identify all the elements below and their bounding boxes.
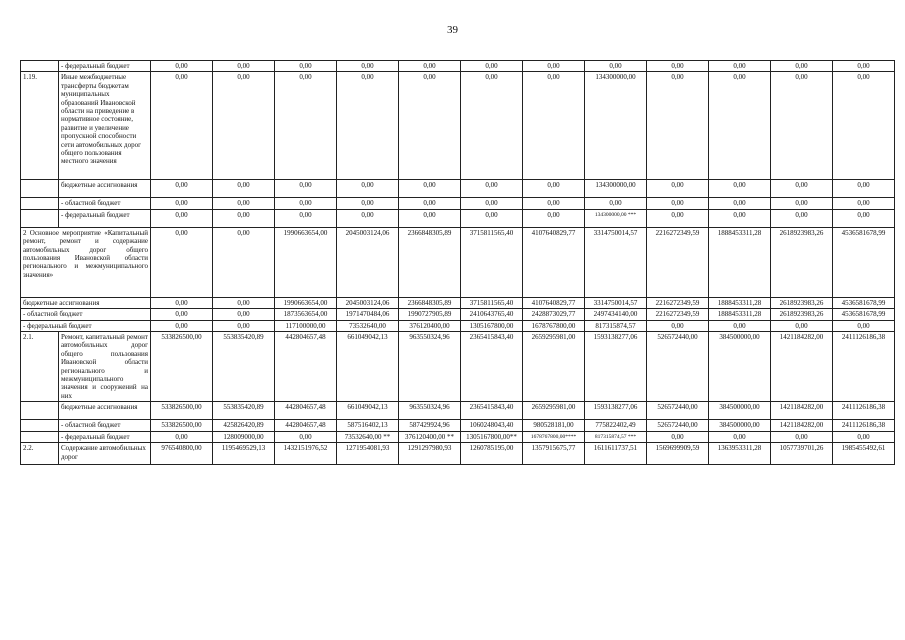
row-label: - областной бюджет xyxy=(21,309,151,320)
value-cell: 2045003124,06 xyxy=(337,227,399,297)
value-cell: 1888453311,28 xyxy=(709,309,771,320)
value-cell: 2618923983,26 xyxy=(771,227,833,297)
value-cell: 4107640829,77 xyxy=(523,227,585,297)
value-cell: 0,00 xyxy=(709,209,771,227)
value-cell: 128009000,00 xyxy=(213,431,275,442)
budget-table-body xyxy=(21,61,895,465)
row-label: - федеральный бюджет xyxy=(59,209,151,227)
value-cell: 0,00 xyxy=(275,209,337,227)
value-cell: 0,00 xyxy=(647,61,709,72)
value-cell: 0,00 xyxy=(213,227,275,297)
value-cell: 3715811565,40 xyxy=(461,297,523,308)
value-cell: 526572440,00 xyxy=(647,420,709,431)
value-cell: 1432151976,52 xyxy=(275,443,337,465)
value-cell: 0,00 xyxy=(771,61,833,72)
value-cell: 0,00 xyxy=(833,72,895,180)
value-cell: 817315874,57 *** xyxy=(585,431,647,442)
value-cell: 963550324,96 xyxy=(399,332,461,402)
table-row xyxy=(21,61,895,72)
value-cell: 1305167800,00** xyxy=(461,431,523,442)
value-cell: 1569699909,59 xyxy=(647,443,709,465)
value-cell: 117100000,00 xyxy=(275,320,337,331)
value-cell: 0,00 xyxy=(461,198,523,209)
row-label: Содержание автомобильных дорог xyxy=(59,443,151,465)
value-cell: 376120400,00 ** xyxy=(399,431,461,442)
value-cell: 1990727905,89 xyxy=(399,309,461,320)
value-cell: 0,00 xyxy=(771,198,833,209)
value-cell: 0,00 xyxy=(523,61,585,72)
row-label: - федеральный бюджет xyxy=(21,320,151,331)
value-cell: 0,00 xyxy=(213,209,275,227)
row-label: - областной бюджет xyxy=(59,420,151,431)
value-cell: 1421184282,00 xyxy=(771,420,833,431)
row-label: Ремонт, капитальный ремонт автомобильных дорог общего пользования Ивановской области регионального и межмуниципального значения и сооружений на них xyxy=(59,332,151,402)
value-cell: 0,00 xyxy=(151,209,213,227)
value-cell: 553835420,89 xyxy=(213,402,275,420)
value-cell: 0,00 xyxy=(399,198,461,209)
value-cell: 0,00 xyxy=(399,209,461,227)
value-cell: 73532640,00 xyxy=(337,320,399,331)
value-cell: 0,00 xyxy=(213,61,275,72)
value-cell: 384500000,00 xyxy=(709,420,771,431)
value-cell: 0,00 xyxy=(833,209,895,227)
value-cell: 0,00 xyxy=(213,309,275,320)
value-cell: 1678767800,00 xyxy=(523,320,585,331)
table-row xyxy=(21,180,895,198)
row-label: бюджетные ассигнования xyxy=(21,297,151,308)
value-cell: 0,00 xyxy=(337,180,399,198)
value-cell: 73532640,00 ** xyxy=(337,431,399,442)
table-row xyxy=(21,332,895,402)
value-cell: 0,00 xyxy=(461,180,523,198)
value-cell: 587516402,13 xyxy=(337,420,399,431)
value-cell: 0,00 xyxy=(647,198,709,209)
row-label: - областной бюджет xyxy=(59,198,151,209)
row-label: Иные межбюджетные трансферты бюджетам муниципальных образований Ивановской области на приведение в нормативное состояние, развитие и увеличение пропускной способности сети автомобильных дорог общего пользования местного значения xyxy=(59,72,151,180)
table-row xyxy=(21,431,895,442)
value-cell: 0,00 xyxy=(275,198,337,209)
value-cell: 0,00 xyxy=(151,297,213,308)
value-cell: 533826500,00 xyxy=(151,420,213,431)
value-cell: 0,00 xyxy=(151,309,213,320)
value-cell: 134300000,00 xyxy=(585,72,647,180)
value-cell: 0,00 xyxy=(213,72,275,180)
value-cell: 0,00 xyxy=(709,180,771,198)
value-cell: 1291297980,93 xyxy=(399,443,461,465)
value-cell: 0,00 xyxy=(337,72,399,180)
value-cell: 0,00 xyxy=(461,209,523,227)
value-cell: 2497434140,00 xyxy=(585,309,647,320)
value-cell: 0,00 xyxy=(337,198,399,209)
value-cell: 4536581678,99 xyxy=(833,309,895,320)
value-cell: 442804657,48 xyxy=(275,420,337,431)
row-code xyxy=(21,61,59,72)
value-cell: 2045003124,06 xyxy=(337,297,399,308)
value-cell: 0,00 xyxy=(523,209,585,227)
value-cell: 0,00 xyxy=(337,209,399,227)
value-cell: 0,00 xyxy=(461,72,523,180)
value-cell: 2216272349,59 xyxy=(647,309,709,320)
value-cell: 425826420,89 xyxy=(213,420,275,431)
value-cell: 384500000,00 xyxy=(709,332,771,402)
value-cell: 1611611737,51 xyxy=(585,443,647,465)
value-cell: 0,00 xyxy=(275,61,337,72)
value-cell: 0,00 xyxy=(151,61,213,72)
value-cell: 0,00 xyxy=(709,61,771,72)
value-cell: 1971470484,06 xyxy=(337,309,399,320)
value-cell: 0,00 xyxy=(151,198,213,209)
value-cell: 661049042,13 xyxy=(337,402,399,420)
value-cell: 0,00 xyxy=(709,431,771,442)
value-cell: 0,00 xyxy=(585,61,647,72)
value-cell: 0,00 xyxy=(213,320,275,331)
row-label: 2 Основное мероприятие «Капитальный ремонт, ремонт и содержание автомобильных дорог общего пользования Ивановской области регионального и межмуниципального значения» xyxy=(21,227,151,297)
row-code: 2.2. xyxy=(21,443,59,465)
value-cell: 0,00 xyxy=(833,198,895,209)
value-cell: 1888453311,28 xyxy=(709,227,771,297)
value-cell: 0,00 xyxy=(771,209,833,227)
page-number: 39 xyxy=(447,24,458,36)
value-cell: 3314750014,57 xyxy=(585,297,647,308)
row-label: бюджетные ассигнования xyxy=(59,402,151,420)
table-row xyxy=(21,72,895,180)
value-cell: 0,00 xyxy=(151,227,213,297)
table-row xyxy=(21,443,895,465)
value-cell: 0,00 xyxy=(771,431,833,442)
value-cell: 0,00 xyxy=(647,209,709,227)
row-code: 2.1. xyxy=(21,332,59,402)
value-cell: 1985455492,61 xyxy=(833,443,895,465)
value-cell: 0,00 xyxy=(833,431,895,442)
value-cell: 0,00 xyxy=(709,198,771,209)
value-cell: 1421184282,00 xyxy=(771,402,833,420)
value-cell: 0,00 xyxy=(213,297,275,308)
value-cell: 0,00 xyxy=(523,180,585,198)
table-row xyxy=(21,309,895,320)
value-cell: 384500000,00 xyxy=(709,402,771,420)
value-cell: 0,00 xyxy=(275,72,337,180)
value-cell: 0,00 xyxy=(151,431,213,442)
value-cell: 376120400,00 xyxy=(399,320,461,331)
table-row xyxy=(21,402,895,420)
value-cell: 0,00 xyxy=(647,320,709,331)
value-cell: 0,00 xyxy=(523,198,585,209)
value-cell: 3715811565,40 xyxy=(461,227,523,297)
value-cell: 0,00 xyxy=(647,431,709,442)
value-cell: 3314750014,57 xyxy=(585,227,647,297)
value-cell: 1271954081,93 xyxy=(337,443,399,465)
value-cell: 1593138277,06 xyxy=(585,332,647,402)
value-cell: 963550324,96 xyxy=(399,402,461,420)
value-cell: 0,00 xyxy=(337,61,399,72)
value-cell: 2366848305,89 xyxy=(399,227,461,297)
value-cell: 2618923983,26 xyxy=(771,309,833,320)
row-code: 1.19. xyxy=(21,72,59,180)
value-cell: 775822402,49 xyxy=(585,420,647,431)
row-label: - федеральный бюджет xyxy=(59,431,151,442)
row-code xyxy=(21,198,59,209)
value-cell: 526572440,00 xyxy=(647,332,709,402)
row-label: бюджетные ассигнования xyxy=(59,180,151,198)
value-cell: 1195469529,13 xyxy=(213,443,275,465)
value-cell: 4107640829,77 xyxy=(523,297,585,308)
value-cell: 134300000,00 *** xyxy=(585,209,647,227)
value-cell: 2216272349,59 xyxy=(647,227,709,297)
value-cell: 0,00 xyxy=(399,61,461,72)
value-cell: 0,00 xyxy=(771,72,833,180)
value-cell: 442804657,48 xyxy=(275,332,337,402)
value-cell: 1060248043,40 xyxy=(461,420,523,431)
value-cell: 0,00 xyxy=(771,180,833,198)
value-cell: 1357915675,77 xyxy=(523,443,585,465)
value-cell: 0,00 xyxy=(275,180,337,198)
value-cell: 2365415843,40 xyxy=(461,332,523,402)
value-cell: 1888453311,28 xyxy=(709,297,771,308)
value-cell: 2216272349,59 xyxy=(647,297,709,308)
value-cell: 0,00 xyxy=(399,72,461,180)
value-cell: 2659295981,00 xyxy=(523,332,585,402)
row-code xyxy=(21,209,59,227)
value-cell: 2659295981,00 xyxy=(523,402,585,420)
value-cell: 0,00 xyxy=(647,180,709,198)
value-cell: 2365415843,40 xyxy=(461,402,523,420)
value-cell: 1990663654,00 xyxy=(275,297,337,308)
value-cell: 1363953311,28 xyxy=(709,443,771,465)
value-cell: 4536581678,99 xyxy=(833,297,895,308)
value-cell: 0,00 xyxy=(833,320,895,331)
value-cell: 2411126186,38 xyxy=(833,402,895,420)
value-cell: 0,00 xyxy=(709,320,771,331)
value-cell: 0,00 xyxy=(151,72,213,180)
table-row xyxy=(21,420,895,431)
value-cell: 2411126186,38 xyxy=(833,420,895,431)
value-cell: 980528181,00 xyxy=(523,420,585,431)
value-cell: 1990663654,00 xyxy=(275,227,337,297)
value-cell: 0,00 xyxy=(709,72,771,180)
value-cell: 2410643765,40 xyxy=(461,309,523,320)
value-cell: 587429924,96 xyxy=(399,420,461,431)
value-cell: 0,00 xyxy=(833,180,895,198)
value-cell: 4536581678,99 xyxy=(833,227,895,297)
row-code xyxy=(21,402,59,420)
value-cell: 0,00 xyxy=(151,180,213,198)
table-row xyxy=(21,320,895,331)
value-cell: 1305167800,00 xyxy=(461,320,523,331)
value-cell: 1593138277,06 xyxy=(585,402,647,420)
value-cell: 0,00 xyxy=(585,198,647,209)
value-cell: 976540800,00 xyxy=(151,443,213,465)
value-cell: 0,00 xyxy=(833,61,895,72)
table-row xyxy=(21,227,895,297)
value-cell: 2428873029,77 xyxy=(523,309,585,320)
value-cell: 0,00 xyxy=(647,72,709,180)
value-cell: 134300000,00 xyxy=(585,180,647,198)
value-cell: 2366848305,89 xyxy=(399,297,461,308)
value-cell: 1421184282,00 xyxy=(771,332,833,402)
budget-table xyxy=(20,60,895,465)
value-cell: 661049042,13 xyxy=(337,332,399,402)
value-cell: 0,00 xyxy=(399,180,461,198)
row-label: - федеральный бюджет xyxy=(59,61,151,72)
value-cell: 0,00 xyxy=(275,431,337,442)
table-row xyxy=(21,198,895,209)
value-cell: 533826500,00 xyxy=(151,332,213,402)
row-code xyxy=(21,420,59,431)
value-cell: 553835420,89 xyxy=(213,332,275,402)
value-cell: 1057739701,26 xyxy=(771,443,833,465)
row-code xyxy=(21,180,59,198)
value-cell: 442804657,48 xyxy=(275,402,337,420)
value-cell: 0,00 xyxy=(213,198,275,209)
value-cell: 0,00 xyxy=(151,320,213,331)
table-row xyxy=(21,297,895,308)
value-cell: 0,00 xyxy=(213,180,275,198)
value-cell: 0,00 xyxy=(523,72,585,180)
value-cell: 1873563654,00 xyxy=(275,309,337,320)
table-row xyxy=(21,209,895,227)
value-cell: 533826500,00 xyxy=(151,402,213,420)
value-cell: 817315874,57 xyxy=(585,320,647,331)
value-cell: 1678767800,00**** xyxy=(523,431,585,442)
value-cell: 0,00 xyxy=(771,320,833,331)
value-cell: 0,00 xyxy=(461,61,523,72)
value-cell: 2618923983,26 xyxy=(771,297,833,308)
value-cell: 526572440,00 xyxy=(647,402,709,420)
value-cell: 1260785195,00 xyxy=(461,443,523,465)
row-code xyxy=(21,431,59,442)
value-cell: 2411126186,38 xyxy=(833,332,895,402)
